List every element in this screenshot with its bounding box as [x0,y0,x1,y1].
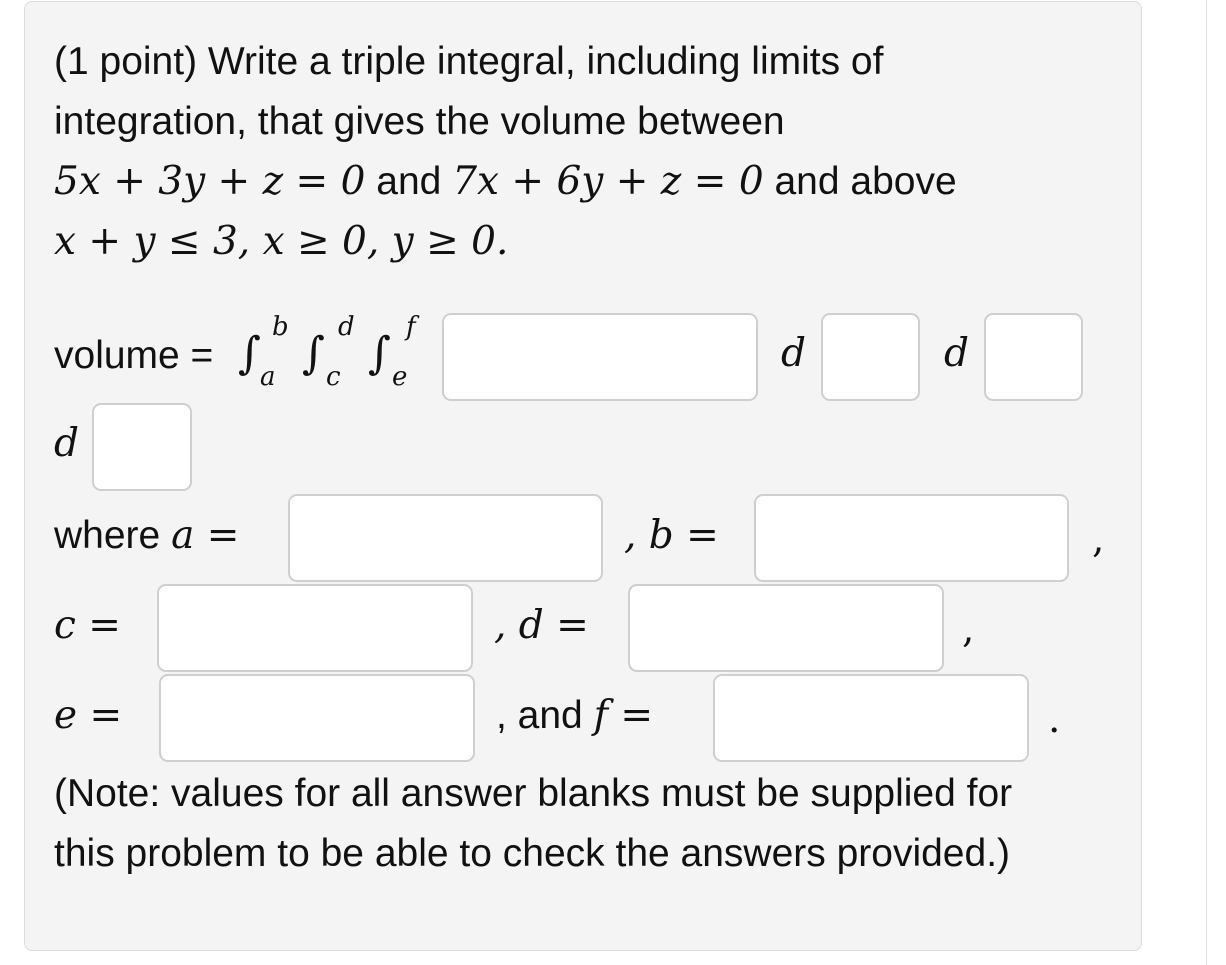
lower-limit-a: a [260,362,276,392]
and-label: , and [496,694,583,737]
c-label: c = [54,603,121,648]
variable-1-input[interactable] [821,313,920,401]
where-text: where [54,514,161,557]
limit-f-input[interactable] [713,674,1029,762]
equation-1: 5x + 3y + z = 0 [54,159,366,204]
differential-d-2: d [944,331,969,376]
and-text: and [376,160,442,203]
differential-d-1: d [781,331,806,376]
lower-limit-c: c [326,362,341,392]
problem-line-3 [54,158,957,206]
integrand-input[interactable] [442,313,758,401]
lower-limit-e: e [392,362,408,392]
integral-sign-3: ∫ [368,328,391,379]
f-row-label [496,692,653,740]
b-label: , b = [624,513,719,558]
problem-line-4 [54,218,508,266]
and-above-text: and above [774,160,957,203]
integral-sign-2: ∫ [302,328,325,379]
comma-after-b: , [1092,517,1105,562]
upper-limit-f: f [406,312,416,342]
variable-2-input[interactable] [984,313,1083,401]
volume-label: volume = [54,334,214,377]
e-label: e = [54,693,123,738]
comma-after-d: , [962,607,975,652]
problem-line-1: (1 point) Write a triple integral, including limits of [54,40,884,83]
upper-limit-b: b [272,312,289,342]
region-condition: x + y ≤ 3, x ≥ 0, y ≥ 0. [54,219,509,264]
limit-a-input[interactable] [288,494,603,582]
limit-c-input[interactable] [157,584,473,672]
note-line-2: this problem to be able to check the answers provided.) [54,832,1011,875]
limit-b-input[interactable] [754,494,1069,582]
integral-sign-1: ∫ [238,328,261,379]
a-row-label [54,512,239,560]
equation-2: 7x + 6y + z = 0 [452,159,764,204]
limit-e-input[interactable] [159,674,475,762]
limit-d-input[interactable] [628,584,944,672]
period-after-f: . [1048,697,1061,742]
f-label: f = [593,693,654,738]
note-line-1: (Note: values for all answer blanks must be supplied for [54,772,1013,815]
differential-d-3: d [54,421,79,466]
upper-limit-d: d [338,312,355,342]
a-label: a = [171,513,240,558]
variable-3-input[interactable] [92,403,192,491]
right-divider [1206,0,1207,965]
d-label: , d = [494,603,589,648]
problem-line-2: integration, that gives the volume between [54,100,785,143]
